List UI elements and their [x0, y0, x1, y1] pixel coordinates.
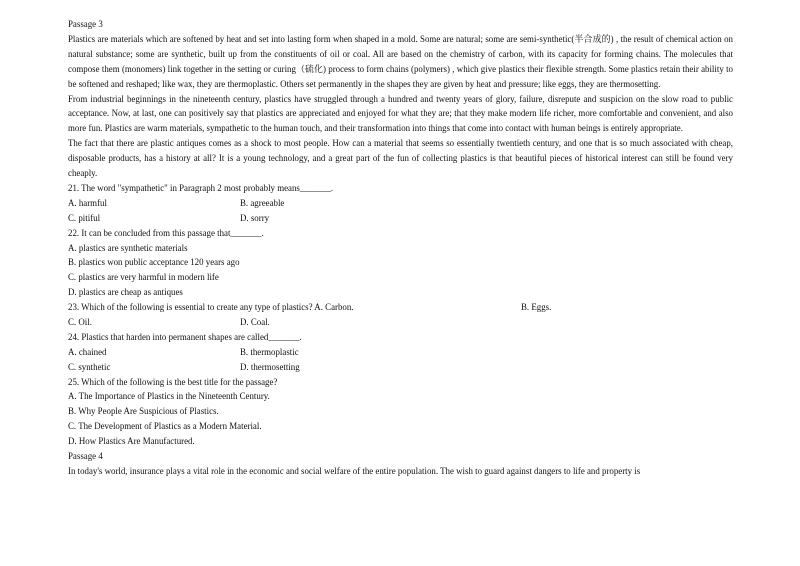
- passage-4-heading: Passage 4: [68, 450, 103, 461]
- question-25-option-d: D. How Plastics Are Manufactured.: [68, 436, 195, 447]
- question-23-options-row: [68, 315, 733, 330]
- question-23-stem: 23. Which of the following is essential to create any type of plastics? A. Carbon.: [68, 302, 354, 313]
- question-22-option-a: A. plastics are synthetic materials: [68, 242, 188, 253]
- question-22-option-c: C. plastics are very harmful in modern life: [68, 272, 219, 283]
- question-21-option-b: B. agreeable: [240, 197, 285, 208]
- passage-3-paragraph-2: From industrial beginnings in the nineteenth century, plastics have struggled through a hundred and twenty years of glory, failure, disrepute and suspicion on the slow road to public acceptance. Now, at last, one can positively say that plastics are appreciated and enjoyed for what they are; that they make modern life richer, more comfortable and convenient, and also more fun. Plastics are warm materials, sympathetic to the human touch, and their transformation into things that come into contact with human beings is entirely appropriate.: [68, 93, 733, 134]
- question-25-option-b: B. Why People Are Suspicious of Plastics.: [68, 406, 219, 417]
- question-25-stem: 25. Which of the following is the best title for the passage?: [68, 376, 278, 387]
- question-21-option-c: C. pitiful: [68, 212, 101, 223]
- question-24-stem: 24. Plastics that harden into permanent shapes are called_______.: [68, 331, 302, 342]
- question-24-options-row-1: [68, 345, 733, 360]
- question-23-option-d: D. Coal.: [240, 316, 270, 327]
- question-23-option-c: C. Oil.: [68, 316, 92, 327]
- passage-3-paragraph-1: Plastics are materials which are softened by heat and set into lasting form when shaped in a mold. Some are natural; some are semi-synthetic(半合成的) , the result of chemical action on natural substance; some are synthetic, built up from the constituents of oil or coal. All are based on the chemistry of carbon, with its capacity for forming chains. The molecules that compose them (monomers) link together in the setting or curing（硫化) process to form chains (polymers) , which give plastics their flexible strength. Some plastics retain their ability to be softened and reshaped; like wax, they are thermoplastic. Others set permanently in the shapes they are given by heat and pressure; like eggs, they are thermosetting.: [68, 33, 733, 89]
- question-24-options-row-2: [68, 360, 733, 375]
- passage-3-heading: Passage 3: [68, 19, 103, 29]
- question-22-option-d: D. plastics are cheap as antiques: [68, 287, 183, 298]
- question-25-option-a: A. The Importance of Plastics in the Nineteenth Century.: [68, 391, 270, 402]
- document-page: [68, 17, 733, 479]
- question-22-option-b: B. plastics won public acceptance 120 years ago: [68, 257, 240, 268]
- question-22-stem: 22. It can be concluded from this passage that_______.: [68, 227, 264, 238]
- passage-3-paragraph-3: The fact that there are plastic antiques comes as a shock to most people. How can a material that seems so essentially twentieth century, and one that is so much associated with cheap, disposable products, has a history at all? It is a young technology, and a great part of the fun of collecting plastics is that beautiful pieces of historical interest can still be found very cheaply.: [68, 138, 733, 179]
- question-21-stem: 21. The word "sympathetic" in Paragraph 2 most probably means_______.: [68, 182, 334, 193]
- question-24-option-b: B. thermoplastic: [240, 346, 299, 357]
- question-24-option-c: C. synthetic: [68, 361, 111, 372]
- question-24-option-d: D. thermosetting: [240, 361, 300, 372]
- question-23-stem-row: [68, 300, 733, 315]
- passage-4-paragraph-1: In today's world, insurance plays a vital role in the economic and social welfare of the entire population. The wish to guard against dangers to life and property is: [68, 465, 641, 476]
- question-25-option-c: C. The Development of Plastics as a Modern Material.: [68, 421, 262, 432]
- question-21-options-row-2: [68, 211, 733, 226]
- question-24-option-a: A. chained: [68, 346, 107, 357]
- question-23-option-b: B. Eggs.: [521, 302, 552, 313]
- question-21-option-a: A. harmful: [68, 197, 107, 208]
- question-21-option-d: D. sorry: [240, 212, 270, 223]
- question-21-options-row-1: [68, 196, 733, 211]
